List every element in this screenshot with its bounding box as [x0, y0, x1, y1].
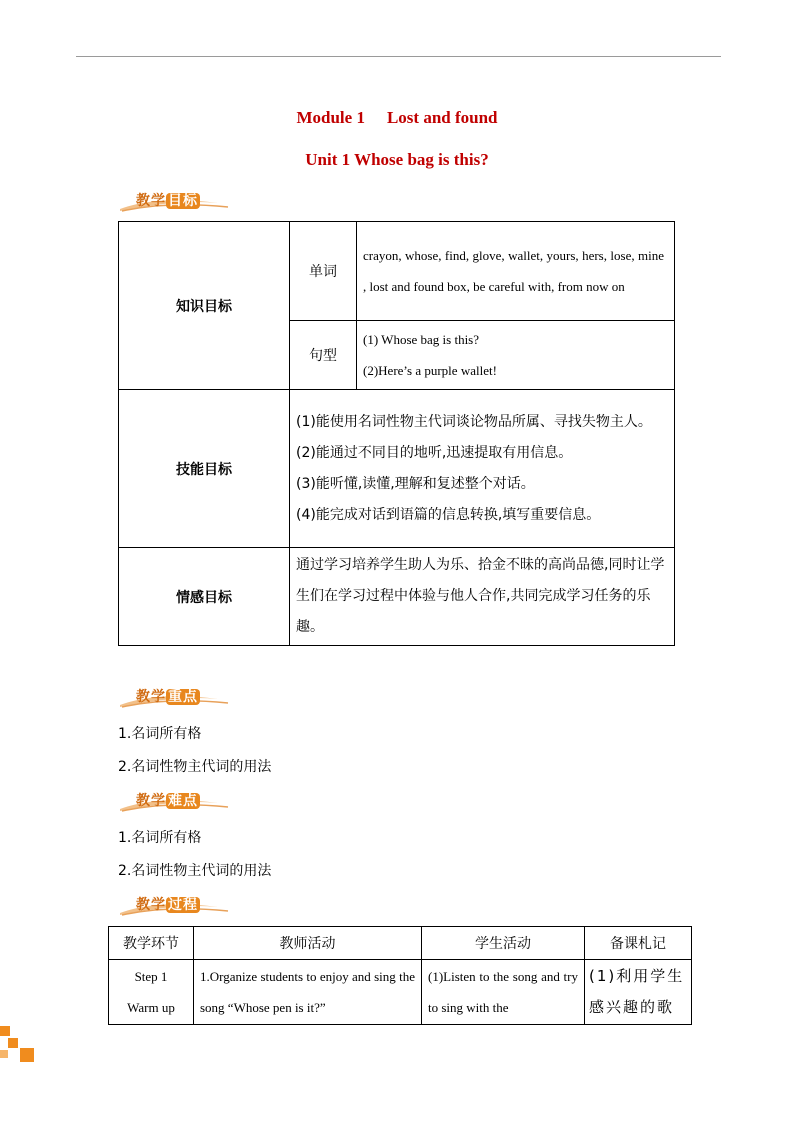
- unit-title: Unit 1 Whose bag is this?: [305, 150, 489, 169]
- header-step: 教学环节: [109, 927, 194, 960]
- skill-item: (4)能完成对话到语篇的信息转换,填写重要信息。: [296, 506, 601, 523]
- process-table: [108, 926, 692, 1025]
- words-cell: crayon, whose, find, glove, wallet, yours, hers, lose, mine , lost and found box, be careful with, from now on: [357, 222, 675, 321]
- module-title: Module 1 Lost and found: [296, 108, 498, 127]
- section-label-objectives: 教学 目标: [118, 187, 248, 213]
- header-notes: 备课札记: [585, 927, 692, 960]
- corner-squares-icon: [0, 1026, 40, 1066]
- key-point-item: 2.名词性物主代词的用法: [118, 759, 272, 775]
- pattern-1: (1) Whose bag is this?: [363, 332, 480, 347]
- objectives-table: [118, 221, 675, 646]
- header-student: 学生活动: [422, 927, 585, 960]
- skill-item: (1)能使用名词性物主代词谈论物品所属、寻找失物主人。: [296, 413, 652, 430]
- header-teacher: 教师活动: [194, 927, 422, 960]
- knowledge-heading: 知识目标: [119, 222, 290, 390]
- words-label: 单词: [290, 222, 357, 321]
- key-point-item: 1.名词所有格: [118, 726, 202, 742]
- patterns-cell: [357, 321, 675, 390]
- skills-heading: 技能目标: [119, 390, 290, 548]
- skill-item: (2)能通过不同目的地听,迅速提取有用信息。: [296, 444, 573, 461]
- section-label-difficulties: 教学 难点: [118, 787, 248, 813]
- pattern-2: (2)Here’s a purple wallet!: [363, 363, 497, 378]
- skills-cell: [290, 390, 675, 548]
- section-label-key-points: 教学 重点: [118, 683, 248, 709]
- difficulty-item: 1.名词所有格: [118, 830, 202, 846]
- emotion-heading: 情感目标: [119, 548, 290, 646]
- section-label-process: 教学 过程: [118, 891, 248, 917]
- difficulty-item: 2.名词性物主代词的用法: [118, 863, 272, 879]
- skill-item: (3)能听懂,读懂,理解和复述整个对话。: [296, 475, 535, 492]
- step-cell: Step 1 Warm up: [109, 960, 194, 1025]
- patterns-label: 句型: [290, 321, 357, 390]
- header-rule: [76, 56, 721, 57]
- teacher-activity-cell: 1.Organize students to enjoy and sing the song “Whose pen is it?”: [194, 960, 422, 1025]
- student-activity-cell: (1)Listen to the song and try to sing with the: [422, 960, 585, 1025]
- emotion-cell: 通过学习培养学生助人为乐、拾金不昧的高尚品德,同时让学生们在学习过程中体验与他人合作,共同完成学习任务的乐趣。: [290, 548, 675, 646]
- notes-cell: (1)利用学生感兴趣的歌: [585, 960, 692, 1025]
